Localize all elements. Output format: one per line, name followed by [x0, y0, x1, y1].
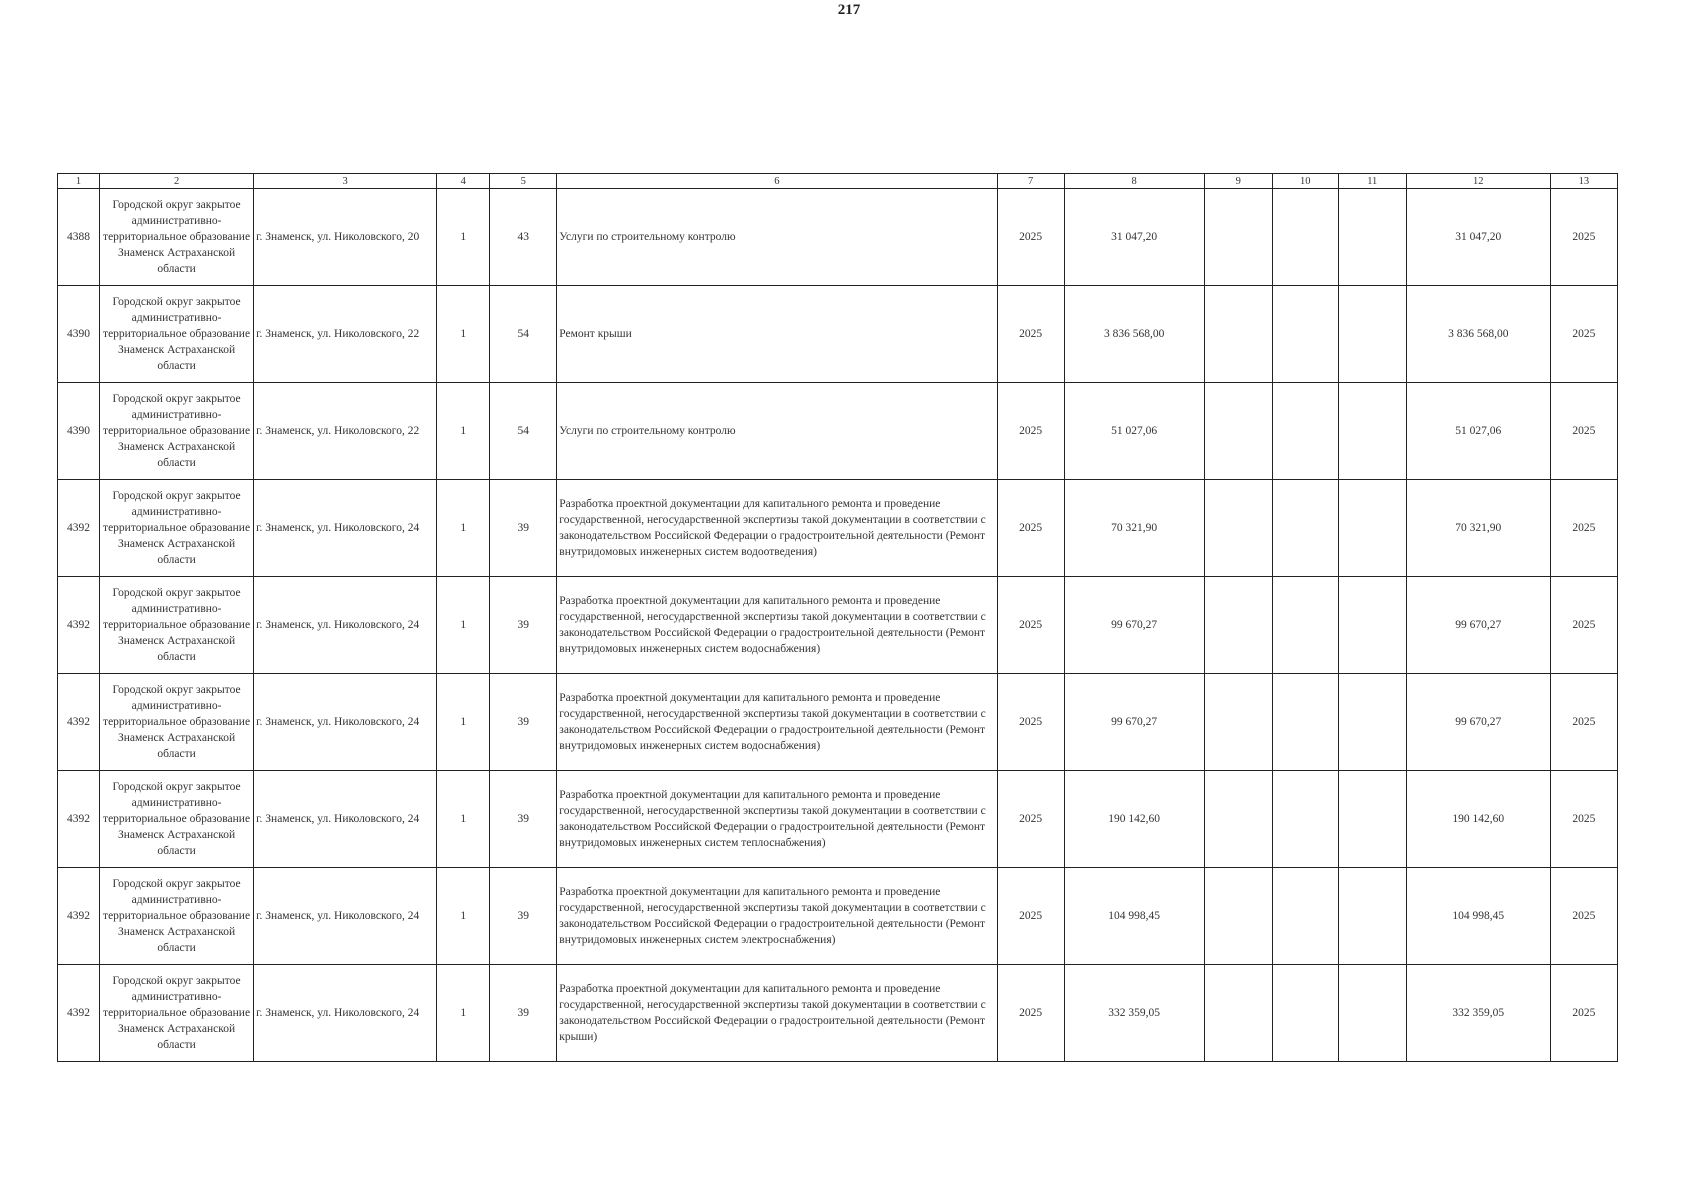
col-10-value: [1272, 771, 1338, 868]
col-12-cost: 104 998,45: [1406, 868, 1550, 965]
column-header: 10: [1272, 174, 1338, 189]
municipality: Городской округ закрытое административно-территориальное образование Знаменск Астраханской области: [100, 577, 254, 674]
col-10-value: [1272, 480, 1338, 577]
year: 2025: [997, 965, 1064, 1062]
col-13-year: 2025: [1550, 674, 1617, 771]
address: г. Знаменск, ул. Николовского, 24: [254, 965, 437, 1062]
total-cost: 332 359,05: [1064, 965, 1204, 1062]
col-13-year: 2025: [1550, 286, 1617, 383]
col-11-value: [1338, 868, 1406, 965]
col-13-year: 2025: [1550, 868, 1617, 965]
col-10-value: [1272, 383, 1338, 480]
work-description: Ремонт крыши: [557, 286, 997, 383]
col-13-year: 2025: [1550, 577, 1617, 674]
column-header: 6: [557, 174, 997, 189]
col-10-value: [1272, 868, 1338, 965]
col-12-cost: 70 321,90: [1406, 480, 1550, 577]
work-description: Разработка проектной документации для капитального ремонта и проведение государственной, негосударственной экспертизы такой документации в соответствии с законодательством Российской Федерации о градостроительной деятельности (Ремонт внутридомовых инженерных систем водоснабжения): [557, 674, 997, 771]
page-number: 217: [837, 2, 861, 18]
year: 2025: [997, 674, 1064, 771]
col-10-value: [1272, 965, 1338, 1062]
work-description: Разработка проектной документации для капитального ремонта и проведение государственной, негосударственной экспертизы такой документации в соответствии с законодательством Российской Федерации о градостроительной деятельности (Ремонт внутридомовых инженерных систем водоотведения): [557, 480, 997, 577]
column-header: 1: [58, 174, 100, 189]
table-row: [58, 674, 1618, 771]
col-9-value: [1204, 286, 1272, 383]
work-description: Разработка проектной документации для капитального ремонта и проведение государственной, негосударственной экспертизы такой документации в соответствии с законодательством Российской Федерации о градостроительной деятельности (Ремонт внутридомовых инженерных систем водоснабжения): [557, 577, 997, 674]
col-5-value: 39: [490, 965, 557, 1062]
total-cost: 99 670,27: [1064, 674, 1204, 771]
col-5-value: 43: [490, 189, 557, 286]
col-13-year: 2025: [1550, 965, 1617, 1062]
total-cost: 51 027,06: [1064, 383, 1204, 480]
address: г. Знаменск, ул. Николовского, 20: [254, 189, 437, 286]
table-row: [58, 480, 1618, 577]
total-cost: 190 142,60: [1064, 771, 1204, 868]
work-description: Разработка проектной документации для капитального ремонта и проведение государственной, негосударственной экспертизы такой документации в соответствии с законодательством Российской Федерации о градостроительной деятельности (Ремонт внутридомовых инженерных систем электроснабжения): [557, 868, 997, 965]
col-4-value: 1: [437, 674, 490, 771]
municipality: Городской округ закрытое административно-территориальное образование Знаменск Астраханской области: [100, 286, 254, 383]
col-9-value: [1204, 674, 1272, 771]
column-header: 2: [100, 174, 254, 189]
col-11-value: [1338, 577, 1406, 674]
col-4-value: 1: [437, 577, 490, 674]
col-4-value: 1: [437, 286, 490, 383]
table-row: [58, 577, 1618, 674]
address: г. Знаменск, ул. Николовского, 24: [254, 674, 437, 771]
record-id: 4392: [58, 868, 100, 965]
col-10-value: [1272, 577, 1338, 674]
address: г. Знаменск, ул. Николовского, 24: [254, 868, 437, 965]
column-number-header: [58, 174, 1618, 189]
work-description: Разработка проектной документации для капитального ремонта и проведение государственной, негосударственной экспертизы такой документации в соответствии с законодательством Российской Федерации о градостроительной деятельности (Ремонт крыши): [557, 965, 997, 1062]
col-9-value: [1204, 189, 1272, 286]
col-9-value: [1204, 965, 1272, 1062]
year: 2025: [997, 771, 1064, 868]
municipality: Городской округ закрытое административно-территориальное образование Знаменск Астраханской области: [100, 965, 254, 1062]
col-9-value: [1204, 383, 1272, 480]
column-header: 12: [1406, 174, 1550, 189]
col-4-value: 1: [437, 771, 490, 868]
column-header: 8: [1064, 174, 1204, 189]
table-row: [58, 383, 1618, 480]
work-description: Услуги по строительному контролю: [557, 189, 997, 286]
work-description: Разработка проектной документации для капитального ремонта и проведение государственной, негосударственной экспертизы такой документации в соответствии с законодательством Российской Федерации о градостроительной деятельности (Ремонт внутридомовых инженерных систем теплоснабжения): [557, 771, 997, 868]
col-13-year: 2025: [1550, 771, 1617, 868]
col-5-value: 54: [490, 383, 557, 480]
col-9-value: [1204, 577, 1272, 674]
column-header: 9: [1204, 174, 1272, 189]
municipality: Городской округ закрытое административно-территориальное образование Знаменск Астраханской области: [100, 674, 254, 771]
col-12-cost: 99 670,27: [1406, 577, 1550, 674]
col-4-value: 1: [437, 383, 490, 480]
municipality: Городской округ закрытое административно-территориальное образование Знаменск Астраханской области: [100, 868, 254, 965]
total-cost: 3 836 568,00: [1064, 286, 1204, 383]
col-13-year: 2025: [1550, 383, 1617, 480]
municipality: Городской округ закрытое административно-территориальное образование Знаменск Астраханской области: [100, 383, 254, 480]
column-header: 5: [490, 174, 557, 189]
col-4-value: 1: [437, 868, 490, 965]
col-5-value: 39: [490, 868, 557, 965]
record-id: 4388: [58, 189, 100, 286]
col-9-value: [1204, 868, 1272, 965]
work-description: Услуги по строительному контролю: [557, 383, 997, 480]
column-header: 3: [254, 174, 437, 189]
table-row: [58, 286, 1618, 383]
col-9-value: [1204, 771, 1272, 868]
column-header: 4: [437, 174, 490, 189]
col-11-value: [1338, 189, 1406, 286]
capital-repair-table: [57, 173, 1618, 1062]
col-10-value: [1272, 286, 1338, 383]
record-id: 4392: [58, 577, 100, 674]
total-cost: 99 670,27: [1064, 577, 1204, 674]
record-id: 4392: [58, 771, 100, 868]
col-11-value: [1338, 771, 1406, 868]
table-row: [58, 965, 1618, 1062]
col-12-cost: 332 359,05: [1406, 965, 1550, 1062]
record-id: 4390: [58, 286, 100, 383]
col-13-year: 2025: [1550, 480, 1617, 577]
year: 2025: [997, 286, 1064, 383]
total-cost: 31 047,20: [1064, 189, 1204, 286]
col-11-value: [1338, 674, 1406, 771]
address: г. Знаменск, ул. Николовского, 22: [254, 383, 437, 480]
col-11-value: [1338, 480, 1406, 577]
col-5-value: 39: [490, 771, 557, 868]
table-row: [58, 189, 1618, 286]
record-id: 4390: [58, 383, 100, 480]
col-10-value: [1272, 674, 1338, 771]
col-5-value: 39: [490, 577, 557, 674]
col-12-cost: 99 670,27: [1406, 674, 1550, 771]
address: г. Знаменск, ул. Николовского, 24: [254, 771, 437, 868]
col-11-value: [1338, 286, 1406, 383]
col-4-value: 1: [437, 189, 490, 286]
year: 2025: [997, 868, 1064, 965]
address: г. Знаменск, ул. Николовского, 22: [254, 286, 437, 383]
col-12-cost: 190 142,60: [1406, 771, 1550, 868]
col-13-year: 2025: [1550, 189, 1617, 286]
col-12-cost: 31 047,20: [1406, 189, 1550, 286]
table-row: [58, 771, 1618, 868]
municipality: Городской округ закрытое административно-территориальное образование Знаменск Астраханской области: [100, 189, 254, 286]
address: г. Знаменск, ул. Николовского, 24: [254, 577, 437, 674]
col-5-value: 54: [490, 286, 557, 383]
year: 2025: [997, 383, 1064, 480]
col-12-cost: 3 836 568,00: [1406, 286, 1550, 383]
column-header: 11: [1338, 174, 1406, 189]
year: 2025: [997, 480, 1064, 577]
col-9-value: [1204, 480, 1272, 577]
table-row: [58, 868, 1618, 965]
year: 2025: [997, 577, 1064, 674]
col-12-cost: 51 027,06: [1406, 383, 1550, 480]
col-4-value: 1: [437, 480, 490, 577]
record-id: 4392: [58, 674, 100, 771]
col-10-value: [1272, 189, 1338, 286]
column-header: 13: [1550, 174, 1617, 189]
col-4-value: 1: [437, 965, 490, 1062]
col-5-value: 39: [490, 674, 557, 771]
total-cost: 70 321,90: [1064, 480, 1204, 577]
address: г. Знаменск, ул. Николовского, 24: [254, 480, 437, 577]
col-11-value: [1338, 383, 1406, 480]
total-cost: 104 998,45: [1064, 868, 1204, 965]
municipality: Городской округ закрытое административно-территориальное образование Знаменск Астраханской области: [100, 771, 254, 868]
col-11-value: [1338, 965, 1406, 1062]
municipality: Городской округ закрытое административно-территориальное образование Знаменск Астраханской области: [100, 480, 254, 577]
year: 2025: [997, 189, 1064, 286]
record-id: 4392: [58, 965, 100, 1062]
column-header: 7: [997, 174, 1064, 189]
record-id: 4392: [58, 480, 100, 577]
col-5-value: 39: [490, 480, 557, 577]
